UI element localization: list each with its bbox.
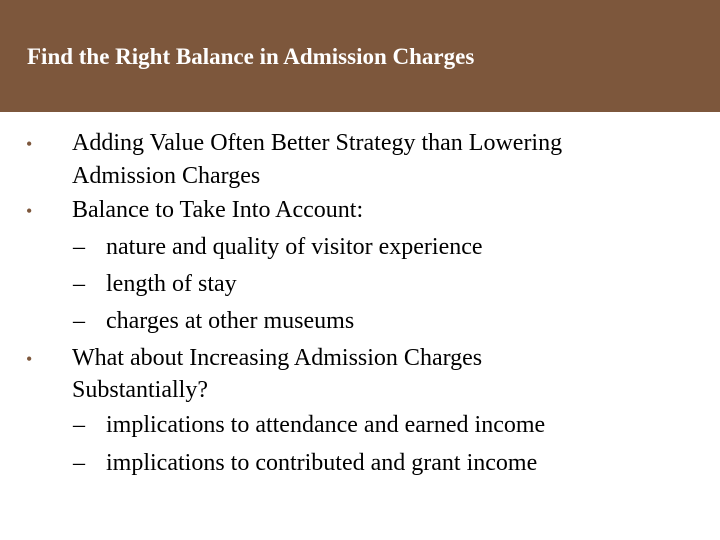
sub-bullet-text: nature and quality of visitor experience bbox=[106, 234, 483, 260]
sub-bullet-item bbox=[0, 307, 720, 345]
dash-icon: – bbox=[73, 450, 85, 476]
bullet-text: What about Increasing Admission Charges bbox=[72, 345, 483, 371]
sub-bullet-item bbox=[0, 411, 720, 449]
sub-bullet-text: charges at other museums bbox=[106, 308, 355, 334]
bullet-text: Balance to Take Into Account: bbox=[72, 197, 364, 223]
sub-bullet-item bbox=[0, 449, 720, 487]
sub-bullet-text: length of stay bbox=[106, 271, 237, 297]
bullet-text-continued: Admission Charges bbox=[72, 163, 261, 189]
bullet-icon: • bbox=[26, 201, 33, 221]
dash-icon: – bbox=[73, 271, 85, 297]
dash-icon: – bbox=[73, 234, 85, 260]
dash-icon: – bbox=[73, 412, 85, 438]
sub-bullet-text: implications to attendance and earned income bbox=[106, 412, 546, 438]
sub-bullet-text: implications to contributed and grant income bbox=[106, 450, 538, 476]
bullet-item bbox=[0, 196, 720, 234]
bullet-icon: • bbox=[26, 349, 33, 369]
dash-icon: – bbox=[73, 308, 85, 334]
sub-bullet-item bbox=[0, 233, 720, 271]
bullet-continuation bbox=[0, 376, 720, 414]
sub-bullet-item bbox=[0, 270, 720, 308]
bullet-text: Adding Value Often Better Strategy than Lowering bbox=[72, 130, 563, 156]
slide-title: Find the Right Balance in Admission Charges bbox=[27, 44, 475, 69]
bullet-text-continued: Substantially? bbox=[72, 377, 208, 403]
bullet-continuation bbox=[0, 162, 720, 200]
bullet-icon: • bbox=[26, 134, 33, 154]
